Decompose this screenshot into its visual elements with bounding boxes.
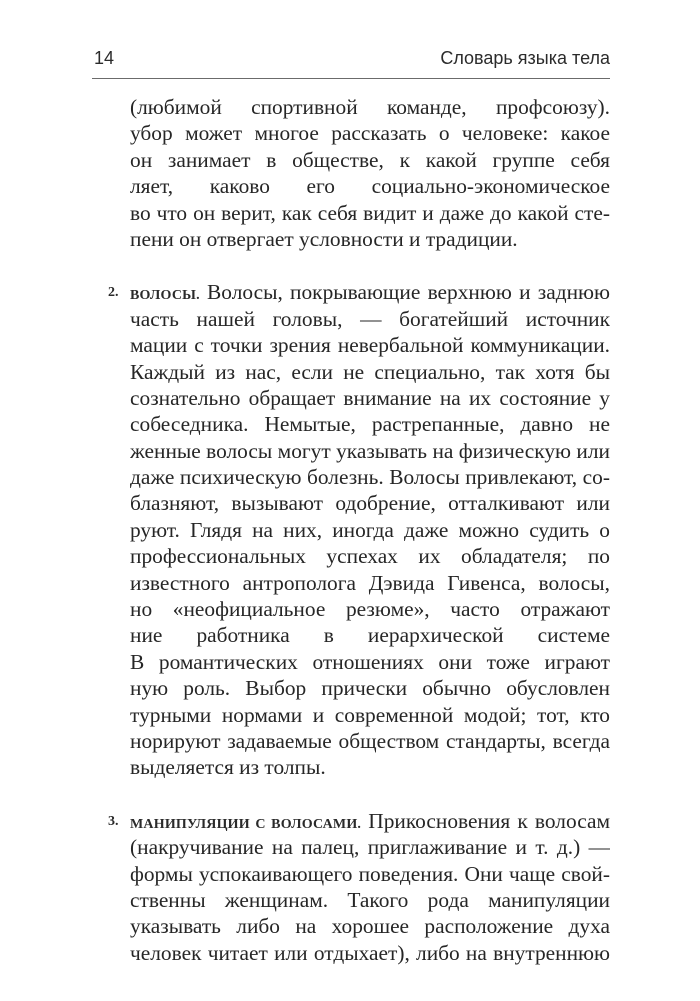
text-line: ственны женщинам. Такого рода манипуляции bbox=[130, 887, 610, 912]
text-line: он занимает в обществе, к какой группе себя bbox=[130, 147, 610, 172]
text-line: ляет, каково его социально-экономическое bbox=[130, 174, 610, 199]
paragraph-gap bbox=[130, 781, 610, 808]
text-line: даже психическую болезнь. Волосы привлекают, со- bbox=[130, 465, 610, 490]
text-line: ную роль. Выбор прически обычно обусловлен bbox=[130, 676, 610, 701]
text-line: мации с точки зрения невербальной коммуникации. bbox=[130, 333, 610, 358]
text-line: Каждый из нас, если не специально, так хотя бы bbox=[130, 359, 610, 384]
text-line: руют. Глядя на них, иногда даже можно судить о bbox=[130, 517, 610, 542]
text-line: собеседника. Немытые, растрепанные, давно не bbox=[130, 412, 610, 437]
entry-first-line-text: Волосы, покрывающие верхнюю и заднюю bbox=[207, 280, 610, 305]
entry-number: 3. bbox=[108, 813, 119, 829]
intro-paragraph bbox=[130, 94, 610, 252]
entry-number: 2. bbox=[108, 285, 119, 301]
text-line: выделяется из толпы. bbox=[130, 755, 326, 780]
text-line: но «неофициальное резюме», часто отражают bbox=[130, 597, 610, 622]
entry-first-line-text: Прикосновения к волосам bbox=[368, 808, 610, 833]
text-line: профессиональных успехах их обладателя; по bbox=[130, 544, 610, 569]
text-line: сознательно обращает внимание на их состояние у bbox=[130, 385, 610, 410]
text-line: человек читает или отдыхает), либо на внутреннюю bbox=[130, 940, 610, 965]
text-line: блазняют, вызывают одобрение, отталкивают или bbox=[130, 491, 610, 516]
text-line: убор может многое рассказать о человеке: какое bbox=[130, 121, 610, 146]
entry-term: ВОЛОСЫ. bbox=[130, 288, 200, 304]
header-rule bbox=[92, 78, 610, 79]
text-line: В романтических отношениях они тоже играют bbox=[130, 649, 610, 674]
entry-hair bbox=[108, 279, 610, 780]
text-line: (любимой спортивной команде, профсоюзу). bbox=[130, 95, 610, 119]
text-line: ние работника в иерархической системе bbox=[130, 623, 610, 648]
text-line: указывать либо на хорошее расположение духа bbox=[130, 914, 610, 939]
page-body bbox=[108, 94, 610, 966]
paragraph-gap bbox=[130, 252, 610, 279]
page-number: 14 bbox=[94, 48, 115, 68]
text-line: известного антрополога Дэвида Гивенса, волосы, bbox=[130, 570, 610, 595]
entry-first-line bbox=[130, 808, 610, 834]
text-line: женные волосы могут указывать на физическую или bbox=[130, 438, 610, 463]
running-title: Словарь языка тела bbox=[440, 48, 610, 68]
text-line: во что он верит, как себя видит и даже до какой сте- bbox=[130, 200, 610, 225]
entry-first-line bbox=[130, 279, 610, 305]
entry-term: МАНИПУЛЯЦИИ С ВОЛОСАМИ. bbox=[130, 816, 362, 832]
text-line: (накручивание на палец, приглаживание и т. д.) — bbox=[130, 835, 610, 860]
text-line: турными нормами и современной модой; тот, кто bbox=[130, 702, 610, 727]
text-line: часть нашей головы, — богатейший источник bbox=[130, 306, 610, 331]
text-line: пени он отвергает условности и традиции. bbox=[130, 226, 518, 251]
text-line: формы успокаивающего поведения. Они чаще свой- bbox=[130, 861, 610, 886]
entry-hair-manipulation bbox=[108, 808, 610, 966]
text-line: норируют задаваемые обществом стандарты, всегда bbox=[130, 728, 610, 753]
